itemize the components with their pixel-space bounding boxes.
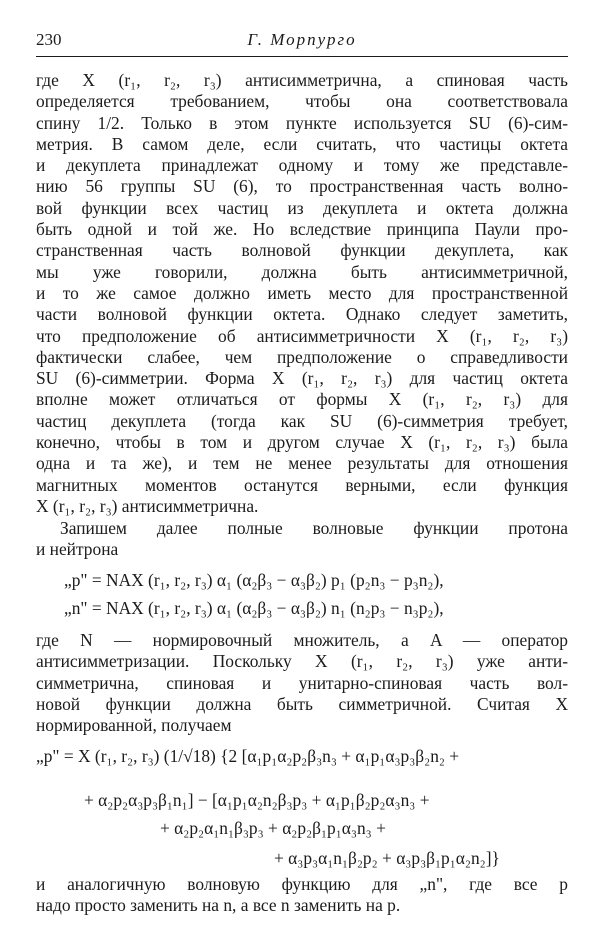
text-line: где X (r₁, r₂, r₃) антисимметрична, а спиновая часть xyxy=(36,70,568,90)
text-line: и декуплета принадлежат одному и тому же представле- xyxy=(36,155,568,176)
paragraph-2 xyxy=(36,518,568,561)
text-line: антисимметризации. Поскольку X (r₁, r₂, r₃) уже анти- xyxy=(36,651,568,672)
text-line: одна и та же), и тем не менее результаты для отношения xyxy=(36,453,568,474)
text-line: нию 56 группы SU (6), то пространственная часть волно- xyxy=(36,176,568,197)
text-line: где N — нормировочный множитель, а A — оператор xyxy=(36,630,568,650)
text-line: странственная часть волновой функции декуплета, как xyxy=(36,240,568,261)
text-line: фактически слабее, чем предположение о справедливости xyxy=(36,346,568,367)
text-line: определяется требованием, чтобы она соответствовала xyxy=(36,91,568,112)
equation-full-line-4: + α₃p₃α₁n₁β₂p₂ + α₃p₃β₁p₁α₂n₂]} xyxy=(274,848,500,868)
text-line: магнитных моментов останутся верными, если функция xyxy=(36,474,568,495)
text-line: мы уже говорили, должна быть антисимметричной, xyxy=(36,261,568,282)
text-line: симметрична, спиновая и унитарно-спиновая часть вол- xyxy=(36,672,568,693)
text-line: быть одной и той же. Но вследствие принципа Паули про- xyxy=(36,219,568,240)
equation-full-line-1: „p" = X (r₁, r₂, r₃) (1/√18) {2 [α₁p₁α₂p₂β₃n₃ + α₁p₁α₃p₃β₂n₂ + xyxy=(36,746,460,766)
text-line: X (r₁, r₂, r₃) антисимметрична. xyxy=(36,495,259,516)
running-title: Г. Морпурго xyxy=(247,30,357,49)
page-number: 230 xyxy=(36,30,62,49)
equation-proton: „p" = NAX (r₁, r₂, r₃) α₁ (α₂β₃ − α₃β₂) p₁ (p₂n₃ − p₃n₂), xyxy=(64,570,444,590)
header-rule xyxy=(36,56,568,57)
equation-full-line-3: + α₂p₂α₁n₁β₃p₃ + α₂p₂β₁p₁α₃n₃ + xyxy=(160,818,386,838)
text-line: конечно, чтобы в том и другом случае X (r₁, r₂, r₃) была xyxy=(36,432,568,453)
text-line: SU (6)-симметрии. Форма X (r₁, r₂, r₃) для частиц октета xyxy=(36,368,568,389)
text-line: и нейтрона xyxy=(36,539,119,560)
text-line: Запишем далее полные волновые функции протона xyxy=(60,518,568,538)
page-header xyxy=(36,26,568,56)
paragraph-1 xyxy=(36,70,568,517)
text-line: нормированной, получаем xyxy=(36,715,232,736)
text-line: части волновой функции октета. Однако следует заметить, xyxy=(36,304,568,325)
text-line: вой функции всех частиц из декуплета и октета должна xyxy=(36,197,568,218)
text-line: и то же самое должно иметь место для пространственной xyxy=(36,282,568,303)
text-line: вполне может отличаться от формы X (r₁, r₂, r₃) для xyxy=(36,389,568,410)
text-line: частиц декуплета (тогда как SU (6)-симметрия требует, xyxy=(36,410,568,431)
text-line: спину 1/2. Только в этом пункте используется SU (6)-сим- xyxy=(36,112,568,133)
text-line: и аналогичную волновую функцию для „n", где все p xyxy=(36,874,568,894)
text-line: надо просто заменить на n, а все n заменить на p. xyxy=(36,895,401,916)
text-line: новой функции должна быть симметричной. Считая X xyxy=(36,693,568,714)
paragraph-3 xyxy=(36,630,568,736)
equation-neutron: „n" = NAX (r₁, r₂, r₃) α₁ (α₂β₃ − α₃β₂) n₁ (n₂p₃ − n₃p₂), xyxy=(64,598,444,618)
text-line: что предположение об антисимметричности X (r₁, r₂, r₃) xyxy=(36,325,568,346)
text-line: метрия. В самом деле, если считать, что частицы октета xyxy=(36,133,568,154)
paragraph-4 xyxy=(36,874,568,917)
equation-full-line-2: + α₂p₂α₃p₃β₁n₁] − [α₁p₁α₂n₂β₃p₃ + α₁p₁β₂p₂α₃n₃ + xyxy=(84,790,430,810)
